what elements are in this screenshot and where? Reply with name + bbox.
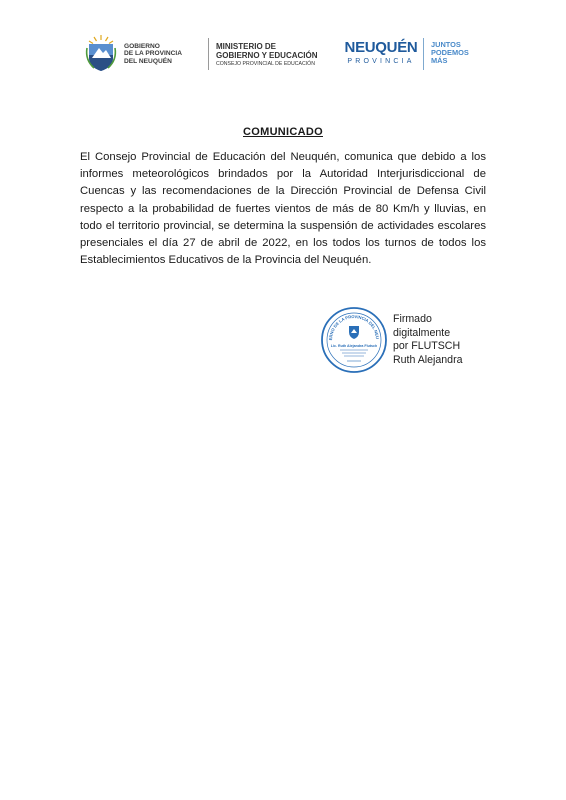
ministry-line1: MINISTERIO DE (216, 42, 277, 51)
document-header (84, 34, 484, 74)
government-name-line3: DEL NEUQUÉN (124, 57, 172, 65)
slogan-line1: JUNTOS (431, 40, 461, 49)
document-body: El Consejo Provincial de Educación del Neuquén, comunica que debido a los informes meteorológicos brindados por la Autoridad Interjurisdiccional de Cuencas y las recomendaciones de la Dirección Provincial de Defensa Civil respecto a la probabilidad de fuertes vientos de más de 80 Km/h y lluvias, en todo el territorio provincial, se determina la suspensión de actividades escolares presenciales el día 27 de abril de 2022, en los todos los turnos de todos los Establecimientos Educativos de la Provincia del Neuquén. (80, 151, 486, 267)
signature-line1: Firmado (393, 313, 432, 325)
government-name-line1: GOBIERNO (124, 43, 160, 50)
svg-text:Lic. Ruth Alejandra Flutsch: Lic. Ruth Alejandra Flutsch (330, 344, 378, 348)
signature-line4: Ruth Alejandra (393, 353, 463, 366)
signature-line3: por FLUTSCH (393, 340, 461, 353)
government-logo (84, 34, 202, 74)
province-brand-name: NEUQUÉN (344, 39, 418, 56)
svg-text:GOBIERNO DE LA PROVINCIA DEL N: ERNO DE LA PROVINCIA DEL NEU (327, 313, 381, 341)
province-brand-sub: PROVINCIA (347, 58, 415, 65)
signature-line2: digitalmente (393, 326, 451, 339)
ministry-logo (216, 42, 318, 68)
document-title: COMUNICADO (243, 126, 323, 138)
digital-signature-seal-icon (320, 306, 388, 374)
digital-signature-note (393, 313, 463, 367)
provincial-shield-icon (84, 34, 118, 72)
government-name (124, 43, 182, 65)
province-brand (343, 40, 419, 67)
header-divider (423, 38, 424, 70)
ministry-line2: GOBIERNO Y EDUCACIÓN (216, 51, 318, 60)
ministry-line3: CONSEJO PROVINCIAL DE EDUCACIÓN (216, 61, 315, 67)
header-divider (208, 38, 209, 70)
slogan (431, 41, 469, 66)
slogan-line2: PODEMOS (431, 48, 469, 58)
government-name-line2: DE LA PROVINCIA (124, 50, 183, 58)
slogan-line3: MÁS (431, 56, 448, 66)
